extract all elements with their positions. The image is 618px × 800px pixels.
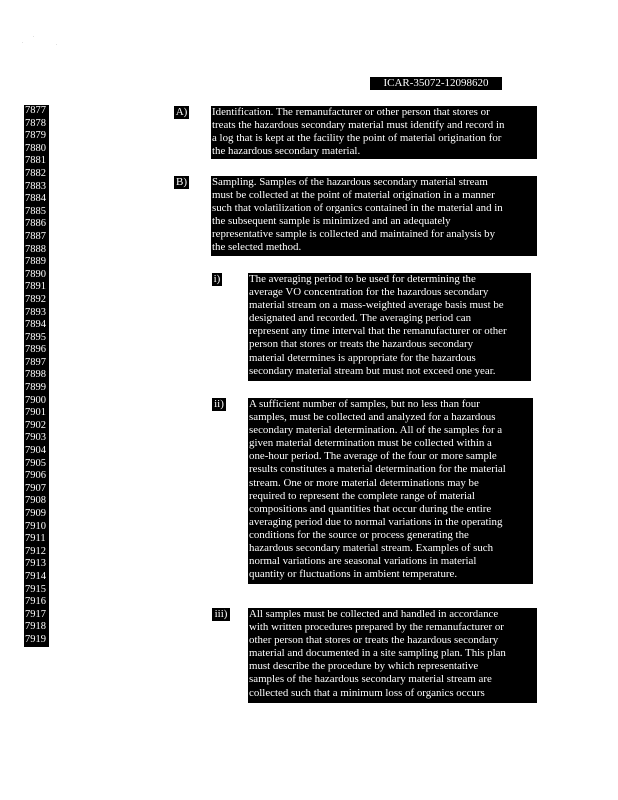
paragraph-line: with written procedures prepared by the remanufacturer or	[249, 621, 504, 634]
paragraph-line: treats the hazardous secondary material must identify and record in	[212, 119, 505, 132]
paragraph-line: person that stores or treats the hazardous secondary	[249, 338, 474, 351]
line-number: 7899	[25, 382, 46, 394]
section-label-b: B)	[176, 176, 187, 188]
line-number: 7893	[25, 306, 46, 318]
line-number: 7891	[25, 281, 46, 293]
line-number: 7897	[25, 356, 46, 368]
line-number: 7915	[25, 583, 46, 595]
line-number: 7881	[25, 155, 46, 167]
line-number: 7894	[25, 319, 46, 331]
line-number-column	[24, 105, 49, 647]
line-number: 7905	[25, 457, 46, 469]
line-number: 7884	[25, 193, 46, 205]
paragraph-line: required to represent the complete range of material	[249, 489, 475, 502]
paragraph-line: secondary material stream but must not exceed one year.	[249, 364, 496, 377]
subsection-label-i: i)	[213, 273, 221, 285]
paragraph-line: samples of the hazardous secondary material stream are	[249, 673, 492, 686]
line-number: 7914	[25, 570, 46, 582]
line-number: 7890	[25, 268, 46, 280]
paragraph-line: results constitutes a material determination for the material	[249, 463, 506, 476]
line-number: 7888	[25, 243, 46, 255]
line-number: 7887	[25, 230, 46, 242]
paragraph-line: a log that is kept at the facility the point of material origination for	[212, 132, 502, 145]
section-a-paragraph	[211, 106, 537, 159]
paragraph-line: one-hour period. The average of the four or more sample	[249, 450, 497, 463]
paragraph-line: averaging period due to normal variations in the operating	[249, 515, 503, 528]
line-number: 7882	[25, 167, 46, 179]
paragraph-line: All samples must be collected and handled in accordance	[249, 608, 499, 620]
paragraph-line: such that volatilization of organics contained in the material and in	[212, 202, 503, 215]
line-number: 7918	[25, 621, 46, 633]
subsection-i-paragraph	[248, 273, 531, 381]
line-number: 7902	[25, 419, 46, 431]
paragraph-line: designated and recorded. The averaging period can	[249, 312, 472, 325]
line-number: 7908	[25, 495, 46, 507]
paragraph-line: average VO concentration for the hazardous secondary	[249, 286, 489, 299]
subsection-ii-paragraph	[248, 398, 533, 584]
line-number: 7912	[25, 545, 46, 557]
line-number: 7917	[25, 608, 46, 620]
subsection-label-iii: iii)	[212, 608, 230, 621]
paragraph-line: hazardous secondary material stream. Examples of such	[249, 542, 494, 555]
line-number: 7901	[25, 407, 46, 419]
line-number: 7879	[25, 130, 46, 142]
line-number: 7880	[25, 142, 46, 154]
paragraph-line: material stream on a mass-weighted average basis must be	[249, 299, 504, 312]
paragraph-line: material determines is appropriate for the hazardous	[249, 351, 476, 364]
paragraph-line: normal variations are seasonal variations in material	[249, 555, 477, 568]
line-number: 7904	[25, 445, 46, 457]
section-b-paragraph	[211, 176, 537, 256]
paragraph-line: the hazardous secondary material.	[212, 145, 361, 158]
paragraph-line: compositions and quantities that occur during the entire	[249, 502, 492, 515]
subsection-label-ii: ii)	[212, 398, 226, 411]
line-number: 7907	[25, 482, 46, 494]
paragraph-line: Sampling. Samples of the hazardous secondary material stream	[212, 176, 488, 188]
line-number: 7913	[25, 558, 46, 570]
line-number: 7916	[25, 596, 46, 608]
paragraph-line: the selected method.	[212, 241, 302, 254]
line-number: 7906	[25, 470, 46, 482]
scan-speck	[33, 36, 34, 37]
line-number: 7896	[25, 344, 46, 356]
line-number: 7910	[25, 520, 46, 532]
paragraph-line: stream. One or more material determinations may be	[249, 476, 479, 489]
subsection-iii-paragraph	[248, 608, 537, 703]
paragraph-line: the subsequent sample is minimized and an adequately	[212, 215, 451, 228]
paragraph-line: samples, must be collected and analyzed for a hazardous	[249, 411, 496, 424]
line-number: 7919	[25, 633, 46, 645]
paragraph-line: A sufficient number of samples, but no less than four	[249, 398, 480, 410]
paragraph-line: material and documented in a site sampling plan. This plan	[249, 647, 506, 660]
document-id-header: ICAR-35072-12098620	[370, 77, 502, 90]
line-number: 7898	[25, 369, 46, 381]
section-label-a: A)	[175, 106, 188, 118]
paragraph-line: must describe the procedure by which representative	[249, 660, 479, 673]
paragraph-line: Identification. The remanufacturer or other person that stores or	[212, 106, 490, 118]
line-number: 7885	[25, 205, 46, 217]
paragraph-line: secondary material determination. All of the samples for a	[249, 424, 503, 437]
paragraph-line: other person that stores or treats the hazardous secondary	[249, 634, 499, 647]
line-number: 7909	[25, 508, 46, 519]
line-number: 7886	[25, 218, 46, 230]
line-number: 7895	[25, 331, 46, 343]
line-number: 7900	[25, 394, 46, 406]
line-number: 7892	[25, 293, 46, 305]
paragraph-line: The averaging period to be used for determining the	[249, 273, 476, 285]
paragraph-line: represent any time interval that the remanufacturer or other	[249, 325, 507, 338]
line-number: 7878	[25, 117, 46, 129]
line-number: 7883	[25, 180, 46, 192]
line-number: 7889	[25, 256, 46, 268]
paragraph-line: representative sample is collected and maintained for analysis by	[212, 228, 496, 241]
line-number: 7877	[25, 105, 46, 116]
line-number: 7911	[25, 533, 46, 545]
paragraph-line: must be collected at the point of material origination in a manner	[212, 189, 495, 202]
line-number: 7903	[25, 432, 46, 444]
paragraph-line: quantity or fluctuations in ambient temperature.	[249, 568, 458, 581]
paragraph-line: collected such that a minimum loss of organics occurs	[249, 686, 485, 699]
scan-speck	[22, 42, 23, 43]
paragraph-line: conditions for the source or process generating the	[249, 528, 469, 541]
paragraph-line: given material determination must be collected within a	[249, 437, 492, 450]
scan-speck	[56, 44, 57, 45]
